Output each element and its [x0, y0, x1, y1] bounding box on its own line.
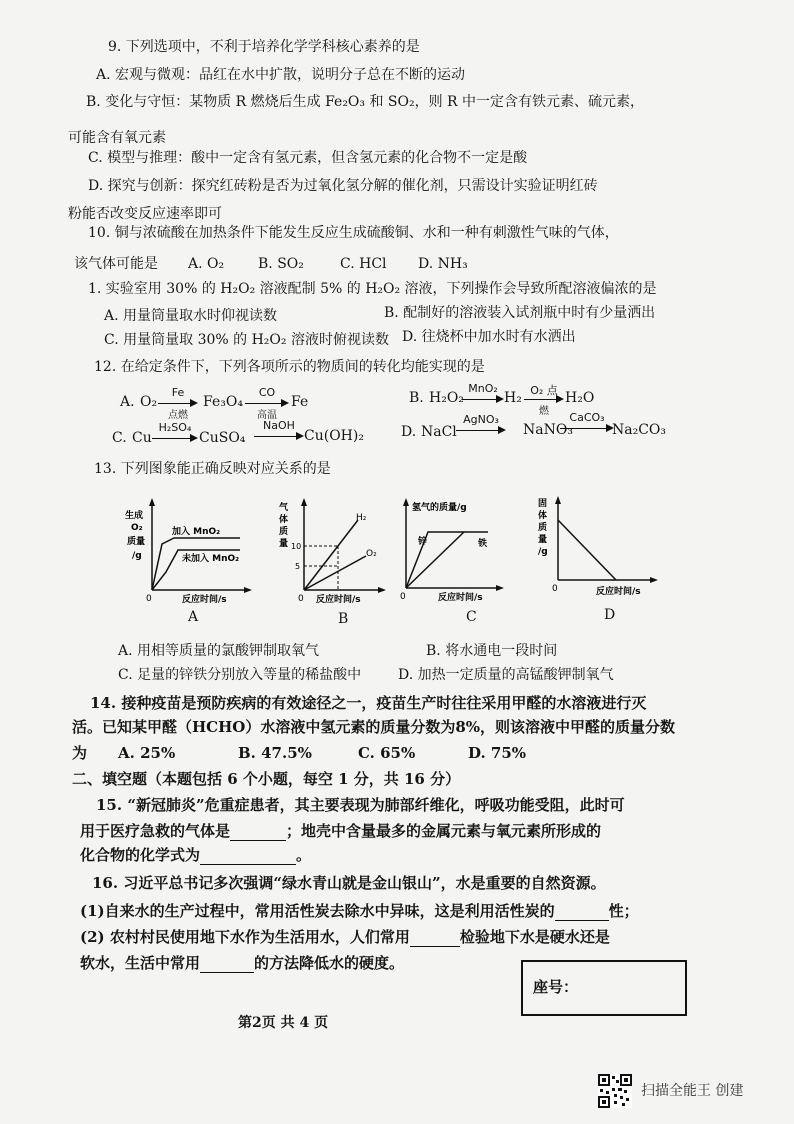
q9-option-c: C. 模型与推理：酸中一定含有氢元素，但含氢元素的化合物不一定是酸: [88, 150, 528, 166]
q16-blank-3[interactable]: [200, 954, 254, 973]
graph-c-line-fe: [406, 532, 464, 588]
graph-b-line1-label: H₂: [356, 513, 367, 523]
graph-a-ylabel-3: 质量: [127, 537, 146, 547]
graph-b-line2-label: O₂: [366, 549, 377, 559]
q12-a-species1: O₂: [140, 394, 158, 410]
q12-a-label: A.: [120, 394, 135, 410]
q12-b-label: B.: [409, 390, 424, 406]
q16-line4: [80, 954, 404, 973]
q13-option-a: A. 用相等质量的氯酸钾制取氧气: [118, 643, 320, 659]
q13-graph-c-caption: C: [466, 609, 477, 625]
graph-a-curve1-label: 加入 MnO₂: [172, 527, 221, 537]
q15-line3-a: 化合物的化学式为: [80, 846, 201, 864]
arrow-right-icon: [296, 432, 304, 440]
q12-b-species1: H₂O₂: [429, 390, 464, 406]
graph-d-xlabel: 反应时间/s: [596, 587, 641, 597]
q12-a-arrow2-reagent: CO: [258, 386, 276, 399]
q9-option-d: D. 探究与创新：探究红砖粉是否为过氧化氢分解的催化剂，只需设计实验证明红砖: [88, 178, 598, 194]
q13-graph-d: [530, 494, 670, 606]
watermark-text: 扫描全能王 创建: [641, 1083, 744, 1099]
q12-c-arrow2-reagent: NaOH: [263, 419, 295, 432]
q13-option-c: C. 足量的锌铁分别放入等量的稀盐酸中: [118, 667, 362, 683]
graph-c-ylabel: 氢气的质量/g: [412, 503, 467, 513]
q14-option-b: B. 47.5%: [238, 744, 312, 762]
q16-line2-b: 性；: [608, 902, 639, 920]
q12-d-arrow1-reagent: AgNO₃: [463, 413, 499, 426]
arrow-right-icon: [498, 426, 506, 434]
q10-option-c: C. HCl: [340, 256, 387, 272]
q15-blank-2[interactable]: [200, 846, 296, 865]
arrow-right-icon: [190, 434, 198, 442]
q10-option-d: D. NH₃: [418, 256, 468, 272]
q9-stem: 9. 下列选项中，不利于培养化学学科核心素养的是: [108, 39, 420, 55]
q15-blank-1[interactable]: [230, 822, 286, 841]
q12-c-species1: Cu: [132, 430, 152, 446]
q16-line2-a: (1)自来水的生产过程中，常用活性炭去除水中异味，这是利用活性炭的: [80, 902, 555, 920]
graph-b-line-o2: [304, 556, 366, 590]
graph-c-xlabel: 反应时间/s: [438, 593, 483, 603]
q9-option-b-cont: 可能含有氧元素: [68, 130, 166, 146]
q16-line3: [80, 928, 610, 947]
q16-line4-b: 的方法降低水的硬度。: [254, 954, 405, 972]
q11-option-d: D. 往烧杯中加水时有水洒出: [402, 329, 576, 345]
q12-d-species2: NaNO₃: [523, 422, 573, 438]
graph-b-ylabel-2: 体: [279, 515, 289, 525]
q15-line2-a: 用于医疗急救的气体是: [80, 822, 231, 840]
graph-d-ylabel-1: 固: [538, 499, 548, 509]
q11-stem: 1. 实验室用 30% 的 H₂O₂ 溶液配制 5% 的 H₂O₂ 溶液，下列操作会导致所配溶液偏浓的是: [88, 281, 657, 297]
q12-b-species2: H₂: [504, 390, 522, 406]
graph-c-line2-label: 铁: [478, 539, 488, 549]
q14-option-d: D. 75%: [468, 744, 527, 762]
graph-a-ylabel-4: /g: [132, 551, 142, 561]
q12-b-arrow2-condition: 燃: [539, 406, 549, 417]
graph-b-tick-10: 10: [291, 542, 302, 551]
q12-a-species3: Fe: [291, 394, 309, 410]
q12-a-species2: Fe₃O₄: [203, 394, 243, 410]
q12-a-arrow2-condition: 高温: [257, 410, 277, 421]
q11-option-a: A. 用量筒量取水时仰视读数: [104, 308, 278, 324]
q12-b-species3: H₂O: [565, 390, 595, 406]
q14-line3: 为: [72, 744, 88, 762]
graph-b-origin: 0: [298, 594, 304, 604]
page-footer: 第2页 共 4 页: [238, 1015, 329, 1031]
graph-c-line1-label: 锌: [418, 537, 428, 547]
graph-a-xlabel: 反应时间/s: [182, 595, 227, 605]
q16-line4-a: 软水，生活中常用: [80, 954, 201, 972]
q12-b-arrow1-reagent: MnO₂: [468, 382, 498, 395]
q12-d-species3: Na₂CO₃: [612, 422, 667, 438]
q13-graph-b: [276, 498, 394, 606]
q14-option-a: A. 25%: [118, 744, 176, 762]
q12-d-species1: NaCl: [421, 424, 457, 440]
graph-b-ylabel-3: 质: [279, 527, 289, 537]
q16-line1: 16. 习近平总书记多次强调“绿水青山就是金山银山”，水是重要的自然资源。: [92, 874, 606, 892]
q11-option-b: B. 配制好的溶液装入试剂瓶中时有少量洒出: [384, 305, 656, 321]
q12-a-arrow1-condition: 点燃: [168, 410, 188, 421]
q16-line3-b: 检验地下水是硬水还是: [459, 928, 610, 946]
q13-graph-b-caption: B: [338, 611, 349, 627]
graph-a-ylabel-1: 生成: [125, 511, 144, 521]
q15-line2: [80, 822, 601, 841]
q15-line3: [80, 846, 311, 865]
q13-graph-a-caption: A: [188, 609, 199, 625]
q12-c-species2: CuSO₄: [199, 430, 246, 446]
q12-a-arrow1-reagent: Fe: [171, 386, 185, 399]
q12-b-arrow2-reagent: O₂ 点: [530, 384, 558, 397]
q14-line1: 14. 接种疫苗是预防疾病的有效途径之一，疫苗生产时往往采用甲醛的水溶液进行灭: [90, 694, 647, 712]
seat-number-box[interactable]: [521, 960, 687, 1016]
graph-a-curve-catalyst: [152, 538, 240, 590]
q10-option-a: A. O₂: [188, 256, 225, 272]
q13-graph-c: [398, 496, 510, 606]
graph-d-origin: 0: [552, 584, 558, 594]
q15-line2-b: ；地壳中含量最多的金属元素与氧元素所形成的: [286, 822, 602, 840]
q15-line1: 15. “新冠肺炎”危重症患者，其主要表现为肺部纤维化，呼吸功能受阻，此时可: [96, 796, 625, 814]
graph-b-tick-5: 5: [295, 562, 301, 571]
q12-c-label: C.: [112, 430, 127, 446]
seat-number-label: 座号：: [533, 978, 579, 996]
q13-graph-a: [122, 498, 268, 606]
arrow-right-icon: [496, 395, 504, 403]
qr-code-icon: [598, 1074, 632, 1108]
graph-a-curve2-label: 未加入 MnO₂: [182, 554, 240, 564]
q15-line3-b: 。: [296, 846, 312, 864]
q12-c-species3: Cu(OH)₂: [304, 428, 364, 444]
q9-option-d-cont: 粉能否改变反应速率即可: [68, 206, 222, 222]
graph-c-origin: 0: [400, 592, 406, 602]
q13-graph-d-caption: D: [604, 607, 616, 623]
section-2-heading: 二、填空题（本题包括 6 个小题，每空 1 分，共 16 分）: [72, 770, 461, 788]
q12-stem: 12. 在给定条件下，下列各项所示的物质间的转化均能实现的是: [94, 359, 485, 375]
q9-option-b: B. 变化与守恒：某物质 R 燃烧后生成 Fe₂O₃ 和 SO₂，则 R 中一定含有铁元素、硫元素，: [86, 94, 645, 110]
q16-line2: [80, 902, 639, 921]
q14-line2: 活。已知某甲醛（HCHO）水溶液中氢元素的质量分数为8%，则该溶液中甲醛的质量分数: [72, 718, 676, 736]
graph-d-line: [558, 520, 616, 580]
graph-d-ylabel-3: 质: [538, 523, 548, 533]
q10-option-b: B. SO₂: [258, 256, 304, 272]
graph-d-ylabel-5: /g: [538, 547, 548, 557]
q16-line3-a: (2) 农村村民使用地下水作为生活用水，人们常用: [80, 928, 410, 946]
q10-stem-cont: 该气体可能是: [74, 256, 158, 272]
graph-d-ylabel-4: 量: [538, 535, 548, 545]
q9-option-a: A. 宏观与微观：品红在水中扩散，说明分子总在不断的运动: [96, 67, 466, 83]
q13-stem: 13. 下列图象能正确反映对应关系的是: [94, 461, 331, 477]
q16-blank-1[interactable]: [555, 902, 609, 921]
graph-b-ylabel-1: 气: [279, 503, 289, 513]
q11-option-c: C. 用量筒量取 30% 的 H₂O₂ 溶液时俯视读数: [104, 332, 389, 348]
q13-option-d: D. 加热一定质量的高锰酸钾制氧气: [398, 667, 614, 683]
graph-a-ylabel-2: O₂: [131, 523, 143, 533]
graph-b-line-h2: [304, 520, 358, 590]
q12-d-arrow2-reagent: CaCO₃: [569, 411, 605, 424]
graph-d-ylabel-2: 体: [538, 511, 548, 521]
graph-a-origin: 0: [146, 594, 152, 604]
q12-d-label: D.: [401, 424, 417, 440]
q14-option-c: C. 65%: [358, 744, 416, 762]
q13-option-b: B. 将水通电一段时间: [426, 643, 558, 659]
q12-c-arrow1-reagent: H₂SO₄: [158, 421, 192, 434]
graph-b-ylabel-4: 量: [279, 539, 289, 549]
q16-blank-2[interactable]: [410, 928, 460, 947]
q10-stem: 10. 铜与浓硫酸在加热条件下能发生反应生成硫酸铜、水和一种有刺激性气味的气体，: [88, 225, 619, 241]
graph-b-xlabel: 反应时间/s: [316, 595, 361, 605]
